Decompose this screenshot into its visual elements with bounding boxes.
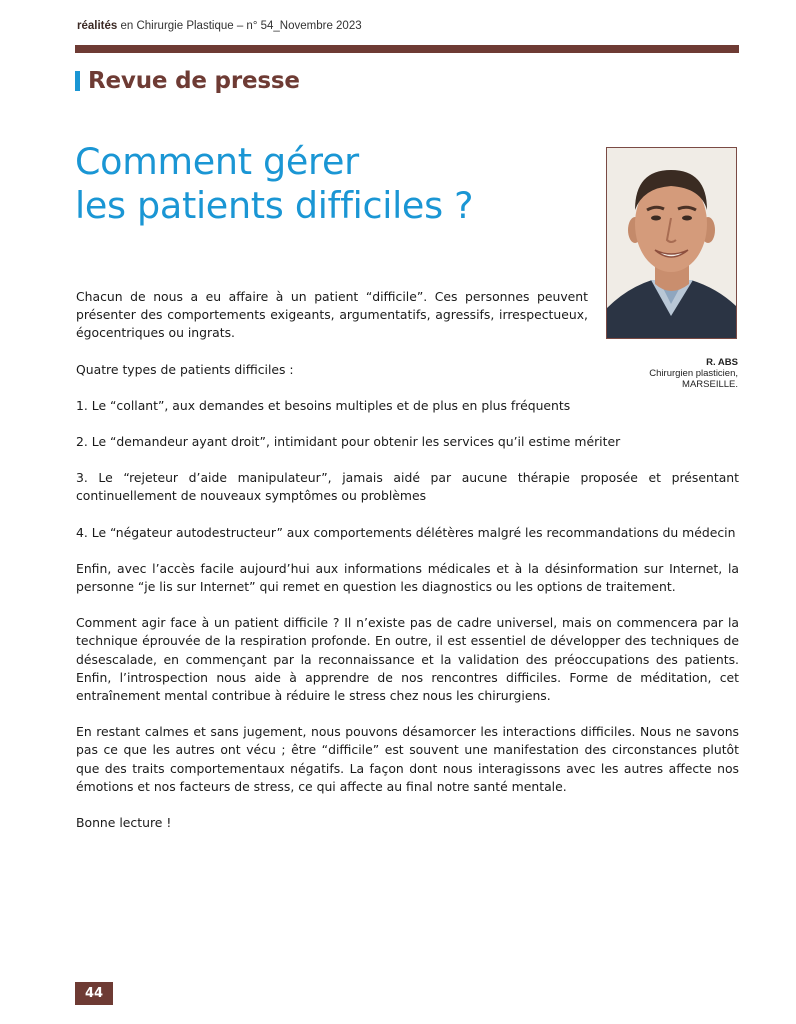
paragraph-types-heading: Quatre types de patients difficiles : bbox=[76, 361, 294, 377]
article-body bbox=[76, 288, 739, 850]
paragraph-how-to-act: Comment agir face à un patient difficile ? Il n’existe pas de cadre universel, mais on commencera par la technique éprouvée de la respiration profonde. En outre, il est essentiel de développer des techniques de désescalade, en commençant par la reconnaissance et la validation des préoccupations des patients. Enfin, l’introspection nous aide à apprendre de nos rencontres difficiles. Forme de méditation, cet entraînement mental contribue à réduire le stress chez nous les chirurgiens. bbox=[76, 615, 739, 704]
section-title: Revue de presse bbox=[88, 68, 300, 94]
section-heading bbox=[75, 68, 300, 94]
article-title-line-1: Comment gérer bbox=[75, 140, 359, 183]
page-number: 44 bbox=[75, 982, 113, 1005]
paragraph-staying-calm: En restant calmes et sans jugement, nous pouvons désamorcer les interactions difficiles. Nous ne savons pas ce que les autres ont vécu ; être “difficile” est souvent une manifestation des circonstances plutôt que des traits comportementaux négatifs. La façon dont nous interagissons avec les autres affecte nos émotions et nos facteurs de stress, ce qui affecte au final notre santé mentale. bbox=[76, 724, 739, 794]
article-title bbox=[75, 140, 595, 228]
article-title-line-2: les patients difficiles ? bbox=[75, 184, 474, 227]
list-item-3: 3. Le “rejeteur d’aide manipulateur”, jamais aidé par aucune thérapie proposée et présentant continuellement de nouveaux symptômes ou problèmes bbox=[76, 470, 739, 504]
paragraph-closing: Bonne lecture ! bbox=[76, 815, 172, 831]
list-item-2: 2. Le “demandeur ayant droit”, intimidant pour obtenir les services qu’il estime mériter bbox=[76, 434, 621, 450]
paragraph-intro: Chacun de nous a eu affaire à un patient “difficile”. Ces personnes peuvent présenter des comportements exigeants, argumentatifs, agressifs, irrespectueux, égocentriques ou ingrats. bbox=[76, 289, 588, 341]
author-name: R. ABS bbox=[706, 357, 738, 368]
paragraph-internet: Enfin, avec l’accès facile aujourd’hui aux informations médicales et à la désinformation sur Internet, la personne “je lis sur Internet” qui remet en question les diagnostics ou les options de traitement. bbox=[76, 560, 739, 595]
list-item-1: 1. Le “collant”, aux demandes et besoins multiples et de plus en plus fréquents bbox=[76, 397, 571, 413]
list-item-4: 4. Le “négateur autodestructeur” aux comportements délétères malgré les recommandations du médecin bbox=[76, 524, 736, 540]
journal-name: réalités bbox=[77, 20, 118, 32]
journal-issue: en Chirurgie Plastique – n° 54_Novembre 2023 bbox=[120, 20, 362, 32]
author-role: Chirurgien plasticien, bbox=[649, 368, 738, 379]
header-divider bbox=[75, 45, 739, 53]
section-marker bbox=[75, 71, 80, 91]
running-header bbox=[77, 20, 362, 32]
author-city: MARSEILLE. bbox=[682, 379, 738, 390]
